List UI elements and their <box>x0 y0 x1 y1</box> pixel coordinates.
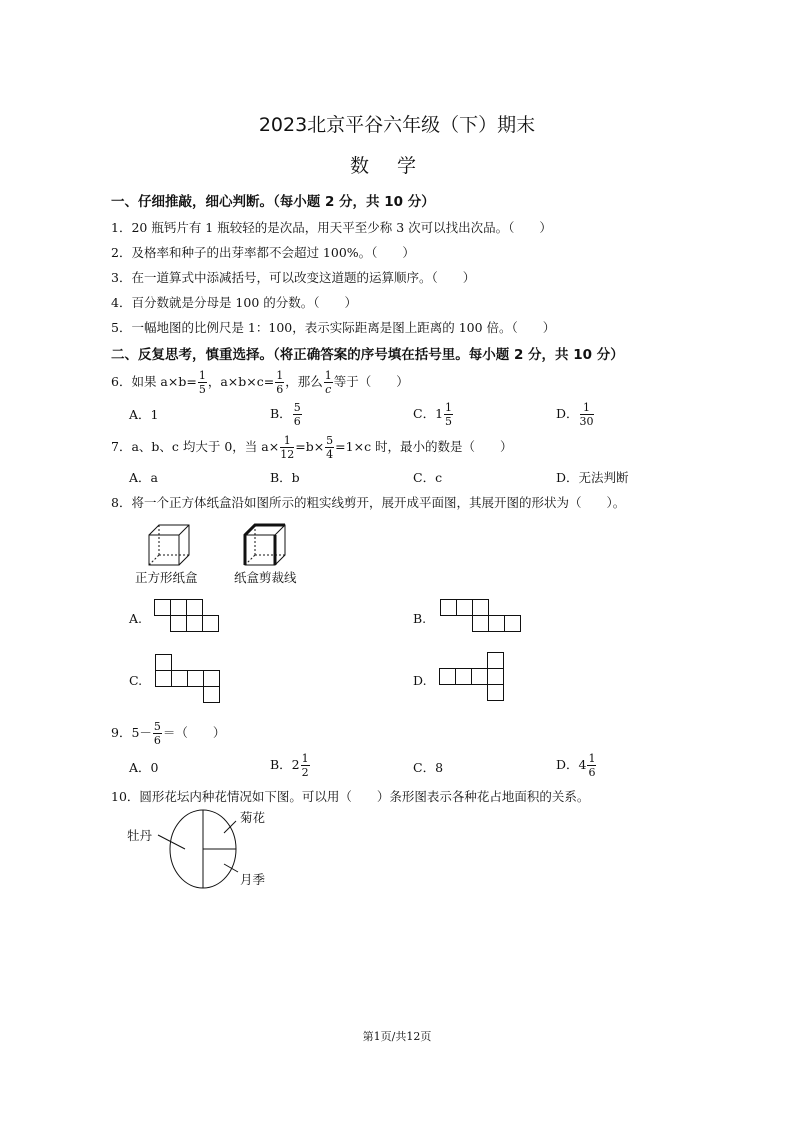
page-title: 2023北京平谷六年级（下）期末 <box>258 114 536 136</box>
label-rose: 月季 <box>240 872 266 887</box>
question-8: 8．将一个正方体纸盒沿如图所示的粗实线剪开，展开成平面图，其展开图的形状为（ ）。 <box>111 495 626 510</box>
q8-option-c: C. <box>129 673 143 688</box>
q9-option-c: C．8 <box>413 760 444 775</box>
fraction: $\frac{1}{c}$ <box>324 369 332 396</box>
q9-option-b: B．2 $\frac{1}{2}$ <box>270 752 309 779</box>
question-2: 2．及格率和种子的出芽率都不会超过 100%。（ ） <box>111 245 415 260</box>
q8-option-d: D. <box>413 673 427 688</box>
cube2-label: 纸盒剪裁线 <box>234 570 297 585</box>
q8-option-a: A. <box>129 611 143 626</box>
net-a-figure <box>154 599 224 635</box>
question-10: 10．圆形花坛内种花情况如下图。可以用（ ）条形图表示各种花占地面积的关系。 <box>111 789 590 804</box>
subject-title: 数学 <box>349 155 444 177</box>
label-peony: 牡丹 <box>127 828 153 843</box>
fraction: $\frac{1}{6}$ <box>276 369 284 396</box>
q7-option-b: B．b <box>270 470 300 485</box>
question-5: 5．一幅地图的比例尺是 1：100，表示实际距离是图上距离的 100 倍。（ ） <box>111 320 556 335</box>
section2-heading: 二、反复思考，慎重选择。（将正确答案的序号填在括号里。每小题 2 分，共 10 分） <box>111 347 624 363</box>
q9-option-d: D．4 $\frac{1}{6}$ <box>556 752 596 779</box>
net-d-figure <box>439 652 509 704</box>
cube-cut-figure <box>244 524 294 566</box>
fraction: $\frac{1}{5}$ <box>198 369 206 396</box>
question-6: 6．如果 a×b= $\frac{1}{5}$ ，a×b×c= $\frac{1}{6}$ ，那么 $\frac{1}{c}$ 等于（ ） <box>111 369 409 396</box>
q6-option-b: B． $\frac{5}{6}$ <box>270 401 301 428</box>
question-4: 4．百分数就是分母是 100 的分数。（ ） <box>111 295 358 310</box>
section1-heading: 一、仔细推敲，细心判断。（每小题 2 分，共 10 分） <box>111 194 435 210</box>
q7-option-d: D．无法判断 <box>556 470 629 485</box>
net-b-figure <box>440 599 526 635</box>
q7-option-a: A．a <box>129 470 158 485</box>
q8-option-b: B. <box>413 611 427 626</box>
q6-option-a: A．1 <box>129 407 159 422</box>
q9-option-a: A．0 <box>129 760 159 775</box>
net-c-figure <box>155 654 225 706</box>
question-7: 7．a、b、c 均大于 0，当 a× $\frac{1}{12}$ =b× $\frac{5}{4}$ =1×c 时，最小的数是（ ） <box>111 434 513 461</box>
label-chrysanthemum: 菊花 <box>240 810 266 825</box>
question-3: 3．在一道算式中添减括号，可以改变这道题的运算顺序。（ ） <box>111 270 476 285</box>
cube-box-figure <box>148 524 198 566</box>
page-footer: 第1页/共12页 <box>362 1030 432 1043</box>
question-9: 9．5－ $\frac{5}{6}$ ＝（ ） <box>111 720 226 747</box>
q6-option-d: D． $\frac{1}{30}$ <box>556 401 594 428</box>
q6-option-c: C．1 $\frac{1}{5}$ <box>413 401 453 428</box>
cube1-label: 正方形纸盒 <box>135 570 198 585</box>
question-1: 1．20 瓶钙片有 1 瓶较轻的是次品，用天平至少称 3 次可以找出次品。（ ） <box>111 220 552 235</box>
q7-option-c: C．c <box>413 470 443 485</box>
